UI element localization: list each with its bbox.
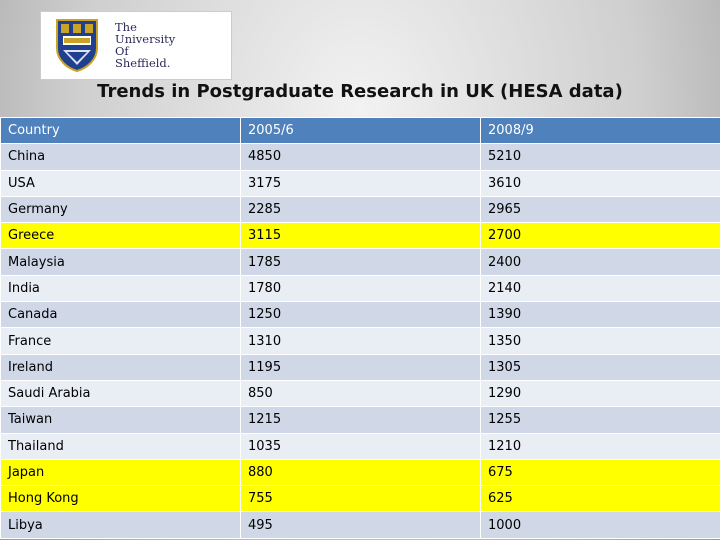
value-2008-cell: 2140 — [481, 275, 720, 301]
value-2008-cell: 675 — [481, 459, 720, 485]
table-row — [1, 512, 720, 538]
table-row — [1, 459, 720, 485]
value-2005-cell: 880 — [241, 459, 481, 485]
logo-wordmark — [115, 21, 175, 69]
table-row — [1, 486, 720, 512]
column-header-2008: 2008/9 — [481, 118, 720, 144]
table-row — [1, 302, 720, 328]
table-row — [1, 275, 720, 301]
country-cell: Thailand — [1, 433, 241, 459]
country-cell: Malaysia — [1, 249, 241, 275]
table-row — [1, 433, 720, 459]
value-2008-cell: 1255 — [481, 407, 720, 433]
value-2005-cell: 495 — [241, 512, 481, 538]
country-cell: France — [1, 328, 241, 354]
value-2008-cell: 1000 — [481, 512, 720, 538]
value-2005-cell: 1035 — [241, 433, 481, 459]
value-2005-cell: 755 — [241, 486, 481, 512]
value-2008-cell: 1350 — [481, 328, 720, 354]
table-row — [1, 223, 720, 249]
country-cell: Taiwan — [1, 407, 241, 433]
logo-line: Sheffield. — [115, 56, 171, 70]
country-cell: Saudi Arabia — [1, 380, 241, 406]
value-2005-cell: 2285 — [241, 196, 481, 222]
value-2005-cell: 1195 — [241, 354, 481, 380]
value-2008-cell: 5210 — [481, 144, 720, 170]
table-row — [1, 196, 720, 222]
column-header-2005: 2005/6 — [241, 118, 481, 144]
value-2008-cell: 2400 — [481, 249, 720, 275]
country-cell: USA — [1, 170, 241, 196]
value-2005-cell: 850 — [241, 380, 481, 406]
logo-line: University — [115, 32, 176, 46]
university-logo — [40, 11, 232, 80]
country-cell: Hong Kong — [1, 486, 241, 512]
logo-line: The — [115, 20, 137, 34]
value-2008-cell: 1210 — [481, 433, 720, 459]
value-2008-cell: 2700 — [481, 223, 720, 249]
value-2005-cell: 1215 — [241, 407, 481, 433]
logo-line: Of — [115, 44, 129, 58]
country-cell: Germany — [1, 196, 241, 222]
table-row — [1, 380, 720, 406]
table-row — [1, 249, 720, 275]
crest-icon — [55, 18, 99, 72]
value-2008-cell: 3610 — [481, 170, 720, 196]
value-2008-cell: 1390 — [481, 302, 720, 328]
value-2005-cell: 1785 — [241, 249, 481, 275]
country-cell: Ireland — [1, 354, 241, 380]
country-cell: India — [1, 275, 241, 301]
value-2008-cell: 1305 — [481, 354, 720, 380]
country-cell: Canada — [1, 302, 241, 328]
country-cell: Libya — [1, 512, 241, 538]
value-2008-cell: 625 — [481, 486, 720, 512]
table-row — [1, 407, 720, 433]
page-title: Trends in Postgraduate Research in UK (HESA data) — [97, 81, 623, 102]
column-header-country: Country — [1, 118, 241, 144]
country-cell: China — [1, 144, 241, 170]
value-2005-cell: 1250 — [241, 302, 481, 328]
value-2008-cell: 2965 — [481, 196, 720, 222]
value-2008-cell: 1290 — [481, 380, 720, 406]
table-row — [1, 354, 720, 380]
country-cell: Japan — [1, 459, 241, 485]
table-row — [1, 328, 720, 354]
value-2005-cell: 3175 — [241, 170, 481, 196]
value-2005-cell: 1310 — [241, 328, 481, 354]
table-row — [1, 170, 720, 196]
value-2005-cell: 3115 — [241, 223, 481, 249]
table-row — [1, 144, 720, 170]
table-header-row — [1, 118, 720, 144]
value-2005-cell: 1780 — [241, 275, 481, 301]
value-2005-cell: 4850 — [241, 144, 481, 170]
data-table — [0, 117, 720, 539]
country-cell: Greece — [1, 223, 241, 249]
